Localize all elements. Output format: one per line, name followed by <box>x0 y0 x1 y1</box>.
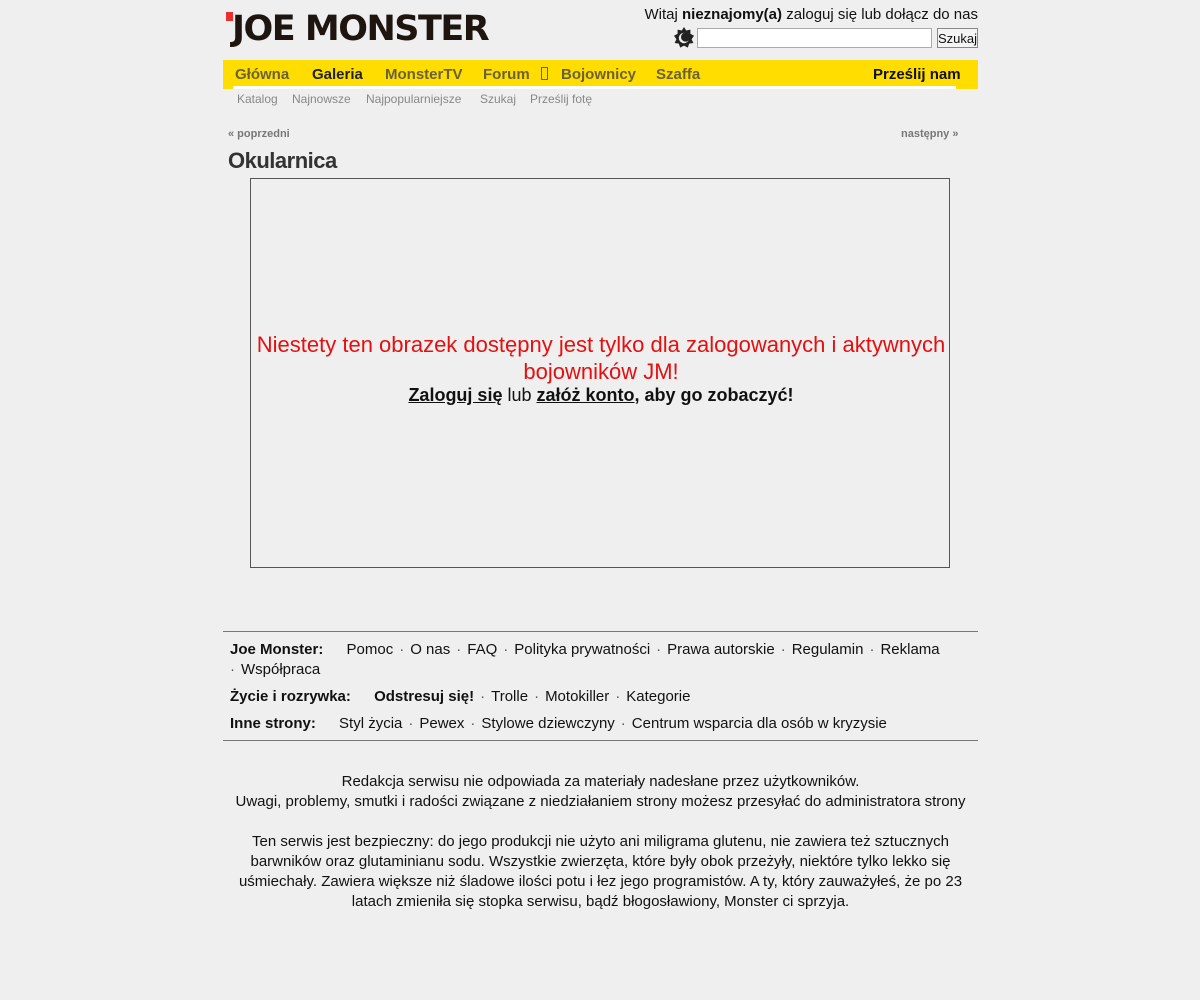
search-button[interactable]: Szukaj <box>937 28 978 48</box>
footer-link-motokiller[interactable]: Motokiller <box>545 688 610 705</box>
nav-item-bojownicy[interactable]: Bojownicy <box>561 66 637 83</box>
subnav-item-szukaj[interactable]: Szukaj <box>480 92 517 106</box>
nav-item-forum[interactable]: Forum <box>483 66 530 83</box>
nav-item-galeria[interactable]: Galeria <box>312 66 363 83</box>
separator: · <box>470 715 476 732</box>
welcome-text <box>645 6 979 23</box>
register-link[interactable]: załóż konto <box>536 385 635 405</box>
footer-link-kategorie[interactable]: Kategorie <box>626 688 691 705</box>
or-text: lub <box>502 385 537 405</box>
image-placeholder <box>250 178 950 568</box>
locked-message: Niestety ten obrazek dostępny jest tylko dla zalogowanych i aktywnych bojowników JM! <box>256 332 946 384</box>
subnav-item-przeslij-fote[interactable]: Prześlij fotę <box>530 92 593 106</box>
separator: · <box>399 641 405 658</box>
nav-strip <box>233 86 956 89</box>
separator: · <box>503 641 509 658</box>
footer-row-label: Życie i rozrywka: <box>230 688 351 705</box>
separator: · <box>656 641 662 658</box>
footer-link-stylowe-dziewczyny[interactable]: Stylowe dziewczyny <box>481 715 615 732</box>
nav-item-glowna[interactable]: Główna <box>235 66 290 83</box>
next-link[interactable]: następny » <box>901 128 959 140</box>
page-title: Okularnica <box>228 148 337 173</box>
search-input[interactable] <box>697 28 932 48</box>
site-about-text: Ten serwis jest bezpieczny: do jego produkcji nie użyto ani miligrama glutenu, nie zawiera też sztucznych barwników oraz glutaminianu sodu. Wszystkie zwierzęta, które były obok przeżyły, niektóre tylko lekko się uśmiechały. Zawiera większe niż śladowe ilości potu i łez jego programistów. A ty, który zauważyłeś, że po 23 latach zmieniła się stopka serwisu, bądź błogosławiony, Monster ci sprzyja. <box>238 833 963 910</box>
footer-link-regulamin[interactable]: Regulamin <box>791 641 864 658</box>
footer-link-faq[interactable]: FAQ <box>467 641 498 658</box>
footer-row-zycie <box>230 688 690 705</box>
separator: · <box>480 688 486 705</box>
welcome-prefix: Witaj <box>644 6 682 23</box>
footer-row-joe-monster <box>230 641 940 658</box>
footer-link-pewex[interactable]: Pewex <box>419 715 465 732</box>
footer-link-trolle[interactable]: Trolle <box>491 688 529 705</box>
theme-toggle-icon[interactable] <box>673 27 695 49</box>
main-nav <box>223 60 978 89</box>
nav-item-monstertv[interactable]: MonsterTV <box>385 66 463 83</box>
separator: · <box>456 641 462 658</box>
footer-link-prawa-autorskie[interactable]: Prawa autorskie <box>667 641 775 658</box>
footer-link-odstresuj[interactable]: Odstresuj się! <box>374 688 475 705</box>
separator: · <box>615 688 621 705</box>
separator: · <box>230 661 235 678</box>
subnav-item-najnowsze[interactable]: Najnowsze <box>292 92 351 106</box>
after-text: , aby go zobaczyć! <box>634 385 794 405</box>
nav-item-szaffa[interactable]: Szaffa <box>656 66 701 83</box>
footer-links <box>223 631 978 741</box>
separator: · <box>408 715 414 732</box>
disclaimer <box>223 772 978 812</box>
nav-upload-link[interactable]: Prześlij nam <box>873 66 961 83</box>
footer-row-joe-monster-cont <box>230 661 320 678</box>
forum-indicator-icon <box>541 67 548 80</box>
footer-link-styl-zycia[interactable]: Styl życia <box>339 715 403 732</box>
footer-link-wspolpraca[interactable]: Współpraca <box>241 661 321 678</box>
disclaimer-line-1: Redakcja serwisu nie odpowiada za materiały nadesłane przez użytkowników. <box>341 773 860 790</box>
separator: · <box>869 641 875 658</box>
separator: · <box>534 688 540 705</box>
previous-link[interactable]: « poprzedni <box>228 128 290 140</box>
subnav-item-katalog[interactable]: Katalog <box>237 92 278 106</box>
footer-row-label: Joe Monster: <box>230 641 324 658</box>
footer-link-polityka[interactable]: Polityka prywatności <box>514 641 651 658</box>
login-prompt <box>251 385 951 406</box>
subnav-item-najpopularniejsze[interactable]: Najpopularniejsze <box>366 92 462 106</box>
footer-link-o-nas[interactable]: O nas <box>410 641 451 658</box>
footer-link-reklama[interactable]: Reklama <box>880 641 940 658</box>
footer-row-label: Inne strony: <box>230 715 316 732</box>
logo-text: JOE MONSTER <box>232 9 489 49</box>
search-bar <box>668 27 978 49</box>
welcome-user: nieznajomy(a) <box>682 6 783 23</box>
footer-link-pomoc[interactable]: Pomoc <box>346 641 394 658</box>
login-link[interactable]: Zaloguj się <box>408 385 503 405</box>
separator: · <box>780 641 786 658</box>
footer-row-inne <box>230 715 887 732</box>
contact-admin-link[interactable]: Uwagi, problemy, smutki i radości związane z niedziałaniem strony możesz przesyłać do administratora strony <box>235 793 966 810</box>
footer-link-centrum-wsparcia[interactable]: Centrum wsparcia dla osób w kryzysie <box>631 715 887 732</box>
separator: · <box>620 715 626 732</box>
login-join-link[interactable]: zaloguj się lub dołącz do nas <box>782 6 978 23</box>
